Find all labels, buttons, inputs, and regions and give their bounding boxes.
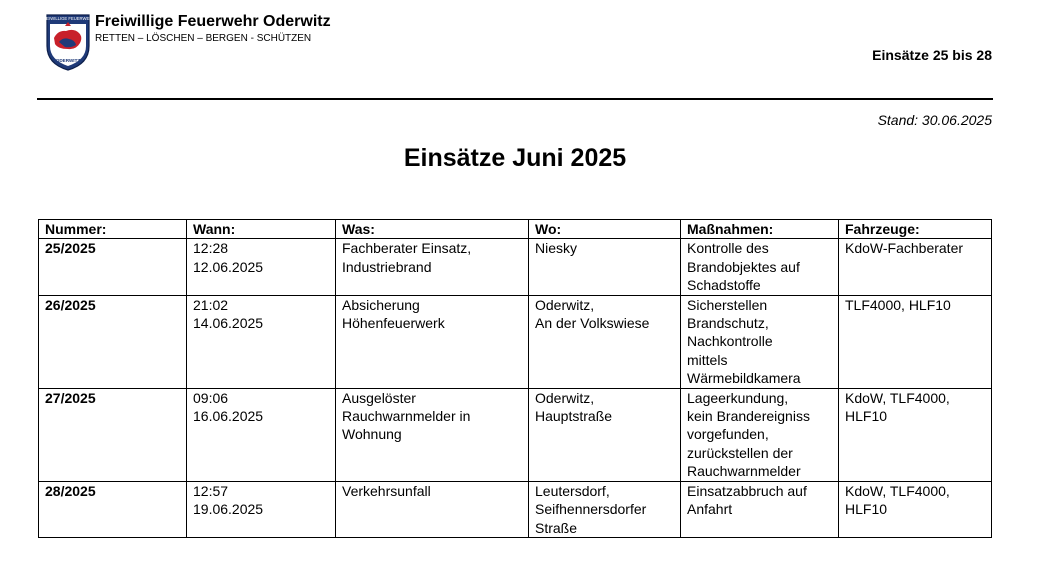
cell-wann bbox=[187, 481, 336, 537]
cell-fahrzeuge bbox=[839, 481, 992, 537]
cell-wann bbox=[187, 295, 336, 388]
cell-line: Wärmebildkamera bbox=[687, 370, 801, 387]
cell-line: 19.06.2025 bbox=[193, 501, 264, 518]
cell-line: Rauchwarnmelder in bbox=[342, 408, 471, 425]
cell-was bbox=[336, 388, 529, 481]
cell-line: 21:02 bbox=[193, 296, 229, 313]
cell-wann bbox=[187, 388, 336, 481]
cell-nummer: 26/2025 bbox=[39, 295, 187, 388]
table-row bbox=[39, 481, 992, 537]
cell-massnahmen bbox=[681, 481, 839, 537]
cell-line: Oderwitz, bbox=[535, 296, 595, 313]
cell-line: Brandobjektes auf bbox=[687, 258, 800, 275]
table-row bbox=[39, 239, 992, 295]
header-wo: Wo: bbox=[529, 220, 681, 239]
cell-line: Lageerkundung, bbox=[687, 389, 789, 406]
cell-line: Sicherstellen bbox=[687, 296, 768, 313]
cell-line: 16.06.2025 bbox=[193, 408, 264, 425]
cell-wo bbox=[529, 295, 681, 388]
report-range: Einsätze 25 bis 28 bbox=[872, 47, 992, 63]
cell-line: Fachberater Einsatz, bbox=[342, 240, 472, 257]
cell-line: Seifhennersdorfer bbox=[535, 501, 647, 518]
cell-line: Hauptstraße bbox=[535, 408, 613, 425]
cell-line: mittels bbox=[687, 351, 728, 368]
cell-line: Kontrolle des bbox=[687, 240, 769, 257]
header-divider bbox=[37, 98, 993, 100]
cell-wo bbox=[529, 388, 681, 481]
org-motto: RETTEN – LÖSCHEN – BERGEN - SCHÜTZEN bbox=[95, 33, 312, 44]
cell-line: Niesky bbox=[535, 240, 578, 257]
cell-line: 14.06.2025 bbox=[193, 315, 264, 332]
logo-bottom-text: ODERWITZ bbox=[55, 58, 81, 63]
header-wann: Wann: bbox=[187, 220, 336, 239]
table-body bbox=[39, 239, 992, 538]
cell-nummer: 25/2025 bbox=[39, 239, 187, 295]
cell-wo bbox=[529, 239, 681, 295]
cell-line: Höhenfeuerwerk bbox=[342, 315, 445, 332]
cell-line: Rauchwarnmelder bbox=[687, 463, 801, 480]
cell-line: 12.06.2025 bbox=[193, 258, 264, 275]
cell-line: KdoW, TLF4000, bbox=[845, 389, 950, 406]
header-was: Was: bbox=[336, 220, 529, 239]
cell-line: kein Brandereigniss bbox=[687, 408, 810, 425]
cell-massnahmen bbox=[681, 388, 839, 481]
fire-department-logo bbox=[40, 12, 96, 72]
cell-fahrzeuge bbox=[839, 388, 992, 481]
stand-date: Stand: 30.06.2025 bbox=[877, 112, 992, 128]
cell-line: Absicherung bbox=[342, 296, 420, 313]
cell-line: Anfahrt bbox=[687, 501, 733, 518]
cell-fahrzeuge bbox=[839, 239, 992, 295]
cell-line: zurückstellen der bbox=[687, 444, 793, 461]
cell-fahrzeuge bbox=[839, 295, 992, 388]
einsaetze-table bbox=[38, 219, 992, 538]
cell-massnahmen bbox=[681, 295, 839, 388]
cell-line: Leutersdorf, bbox=[535, 482, 610, 499]
cell-line: 12:28 bbox=[193, 240, 229, 257]
cell-line: An der Volkswiese bbox=[535, 315, 650, 332]
cell-wo bbox=[529, 481, 681, 537]
cell-line: Nachkontrolle bbox=[687, 333, 773, 350]
cell-massnahmen bbox=[681, 239, 839, 295]
cell-wann bbox=[187, 239, 336, 295]
org-name: Freiwillige Feuerwehr Oderwitz bbox=[95, 13, 331, 30]
cell-was bbox=[336, 481, 529, 537]
cell-line: TLF4000, HLF10 bbox=[845, 296, 951, 313]
cell-line: Einsatzabbruch auf bbox=[687, 482, 807, 499]
cell-line: Verkehrsunfall bbox=[342, 482, 431, 499]
header-nummer: Nummer: bbox=[39, 220, 187, 239]
cell-line: Wohnung bbox=[342, 426, 402, 443]
cell-was bbox=[336, 295, 529, 388]
table-row bbox=[39, 388, 992, 481]
table-header-row bbox=[39, 220, 992, 239]
cell-line: Straße bbox=[535, 519, 578, 536]
cell-line: Schadstoffe bbox=[687, 277, 761, 294]
cell-was bbox=[336, 239, 529, 295]
cell-nummer: 27/2025 bbox=[39, 388, 187, 481]
cell-line: KdoW-Fachberater bbox=[845, 240, 964, 257]
header-fahrzeuge: Fahrzeuge: bbox=[839, 220, 992, 239]
cell-line: vorgefunden, bbox=[687, 426, 769, 443]
table-row bbox=[39, 295, 992, 388]
cell-line: Brandschutz, bbox=[687, 315, 769, 332]
cell-line: Industriebrand bbox=[342, 258, 432, 275]
header-massnahmen: Maßnahmen: bbox=[681, 220, 839, 239]
cell-line: Oderwitz, bbox=[535, 389, 595, 406]
cell-nummer: 28/2025 bbox=[39, 481, 187, 537]
cell-line: HLF10 bbox=[845, 501, 888, 518]
cell-line: KdoW, TLF4000, bbox=[845, 482, 950, 499]
page-title: Einsätze Juni 2025 bbox=[403, 144, 627, 172]
cell-line: 09:06 bbox=[193, 389, 229, 406]
cell-line: 12:57 bbox=[193, 482, 229, 499]
cell-line: Ausgelöster bbox=[342, 389, 416, 406]
logo-top-text: FREIWILLIGE FEUERWEHR bbox=[40, 16, 96, 21]
cell-line: HLF10 bbox=[845, 408, 888, 425]
